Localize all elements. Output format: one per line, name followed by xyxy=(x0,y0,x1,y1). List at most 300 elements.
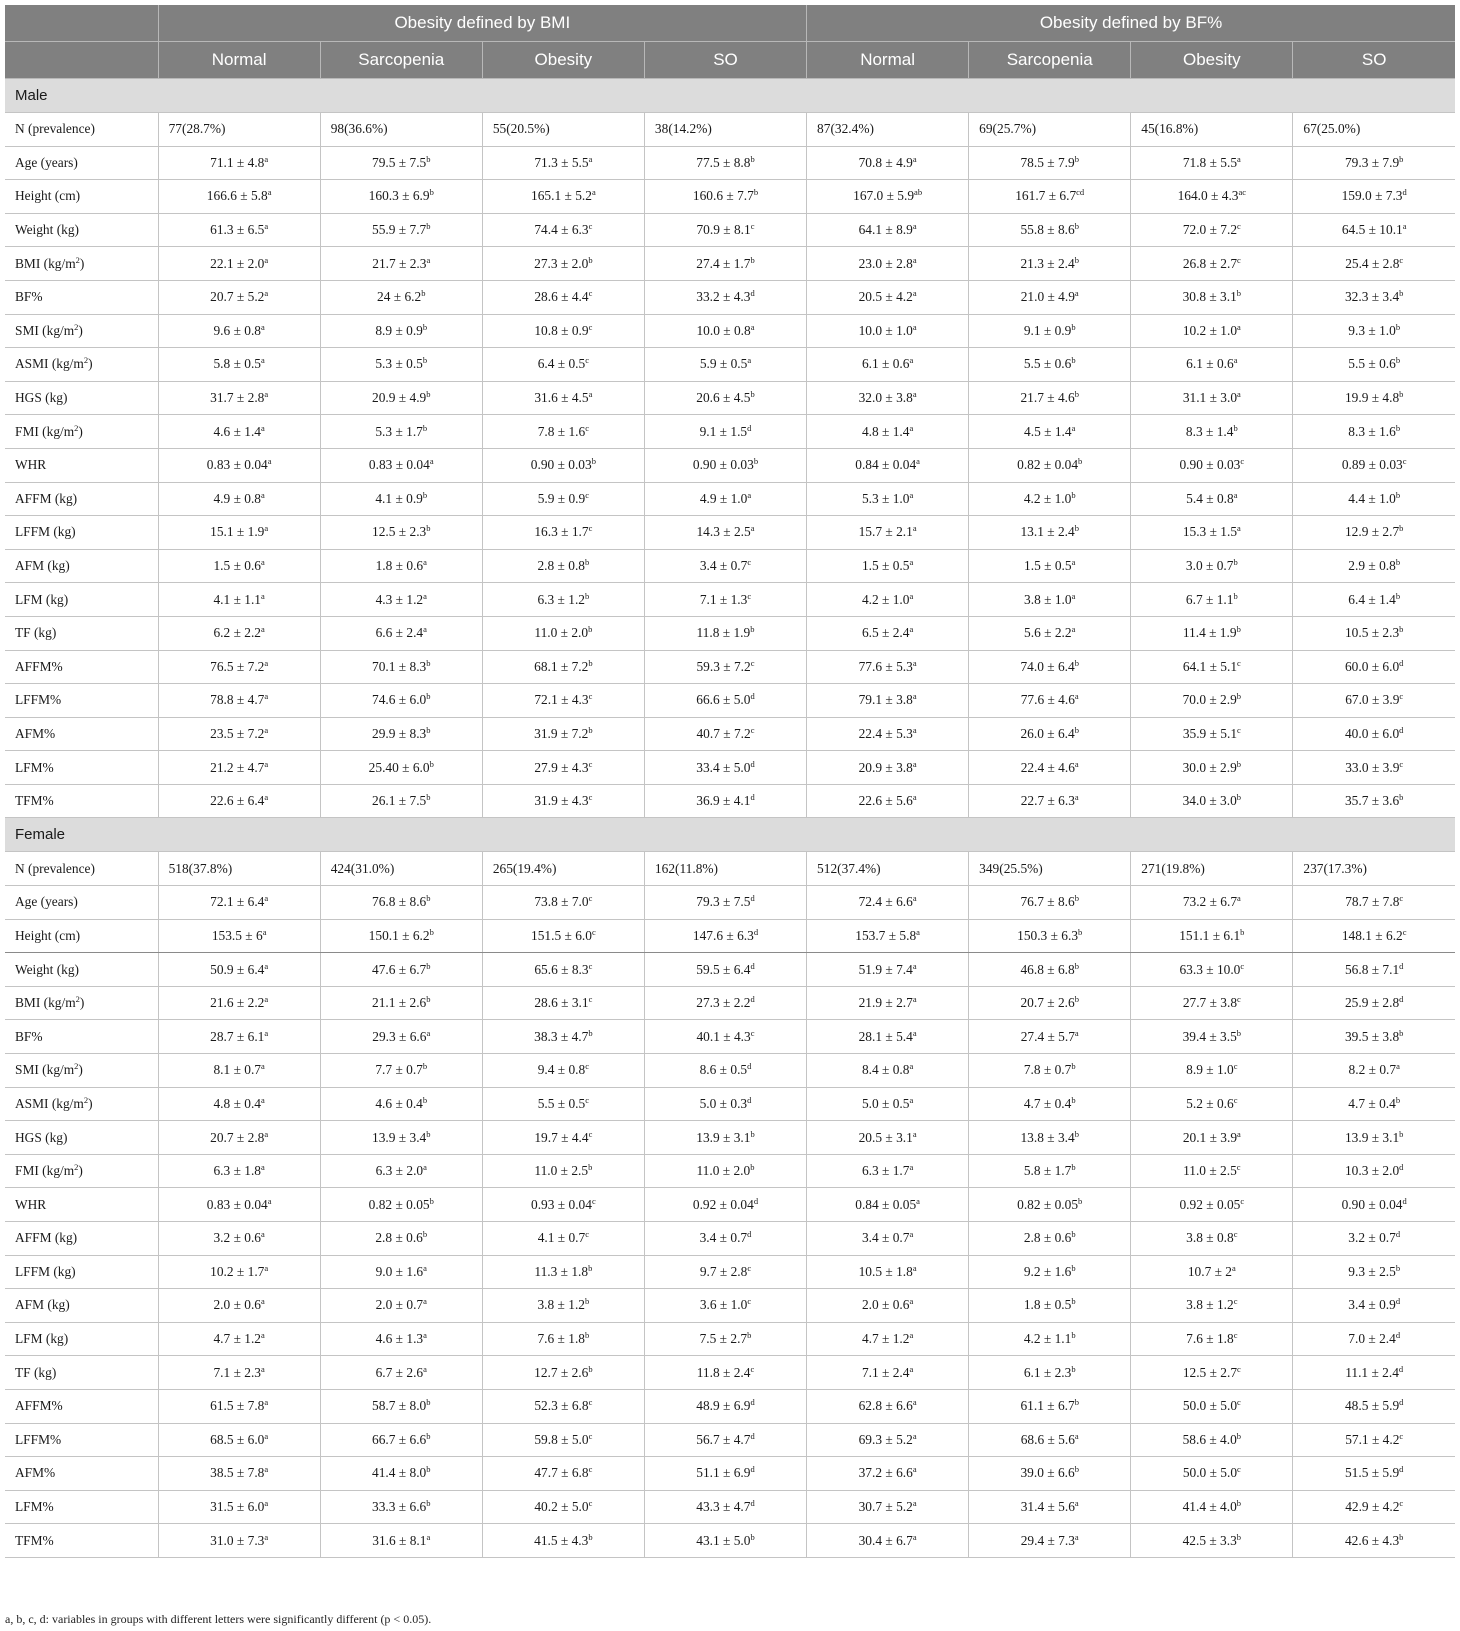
data-cell xyxy=(1131,886,1293,920)
significance-letter: a xyxy=(426,254,431,265)
row-label-text: AFFM (kg) xyxy=(15,490,78,506)
cell-value: 9.1 ± 1.5 xyxy=(699,423,748,439)
cell-value: 31.9 ± 4.3 xyxy=(534,793,589,809)
significance-letter: b xyxy=(426,1128,431,1139)
significance-letter: a xyxy=(267,456,272,467)
significance-letter: a xyxy=(1074,758,1079,769)
significance-letter: b xyxy=(1074,724,1079,735)
row-label-text: LFM% xyxy=(15,759,54,775)
cell-value: 20.7 ± 2.6 xyxy=(1020,995,1075,1011)
significance-letter: b xyxy=(1078,926,1083,937)
significance-letter: b xyxy=(1074,893,1079,904)
cell-value: 31.0 ± 7.3 xyxy=(210,1532,265,1548)
data-cell xyxy=(1293,247,1455,281)
data-cell xyxy=(158,986,320,1020)
data-cell xyxy=(807,784,969,818)
data-cell xyxy=(320,1020,482,1054)
cell-value: 8.3 ± 1.4 xyxy=(1185,423,1234,439)
significance-letter: b xyxy=(429,926,434,937)
data-cell xyxy=(969,1356,1131,1390)
cell-value: 67(25.0%) xyxy=(1303,121,1361,137)
cell-value: 74.4 ± 6.3 xyxy=(534,222,589,238)
cell-value: 31.6 ± 8.1 xyxy=(372,1532,427,1548)
significance-letter: b xyxy=(1233,557,1238,568)
row-label xyxy=(5,213,158,247)
data-cell xyxy=(1131,986,1293,1020)
significance-letter: b xyxy=(1399,1531,1404,1542)
data-cell xyxy=(158,919,320,953)
cell-value: 9.6 ± 0.8 xyxy=(213,322,262,338)
significance-letter: a xyxy=(264,288,269,299)
cell-value: 349(25.5%) xyxy=(979,860,1043,876)
significance-letter: c xyxy=(585,355,590,366)
significance-letter: c xyxy=(588,1430,593,1441)
row-label xyxy=(5,1222,158,1256)
significance-letter: d xyxy=(750,1498,755,1509)
row-label-tail: ) xyxy=(79,995,85,1011)
significance-letter: c xyxy=(1240,1195,1245,1206)
significance-letter: a xyxy=(909,422,914,433)
data-cell xyxy=(644,1255,806,1289)
table-row xyxy=(5,717,1455,751)
table-row xyxy=(5,1188,1455,1222)
row-label-text: HGS (kg) xyxy=(15,390,68,406)
significance-letter: c xyxy=(1237,994,1241,1005)
significance-letter: a xyxy=(426,1531,431,1542)
table-row xyxy=(5,482,1455,516)
data-cell xyxy=(1293,113,1455,147)
significance-letter: a xyxy=(261,557,265,568)
cell-value: 3.2 ± 0.6 xyxy=(213,1230,262,1246)
cell-value: 64.1 ± 5.1 xyxy=(1182,658,1238,674)
row-label xyxy=(5,516,158,550)
significance-letter: a xyxy=(1232,1262,1236,1273)
cell-value: 78.8 ± 4.7 xyxy=(210,692,265,708)
header-col-normal-bmi: Normal xyxy=(158,42,320,79)
data-cell xyxy=(969,516,1131,550)
cell-value: 8.4 ± 0.8 xyxy=(861,1062,910,1078)
significance-letter: b xyxy=(585,590,590,601)
cell-value: 50.9 ± 6.4 xyxy=(210,961,265,977)
cell-value: 0.93 ± 0.04 xyxy=(531,1196,592,1212)
data-cell xyxy=(644,247,806,281)
data-cell xyxy=(320,314,482,348)
row-label xyxy=(5,348,158,382)
significance-letter: b xyxy=(1233,422,1238,433)
table-row xyxy=(5,583,1455,617)
significance-letter: a xyxy=(909,557,914,568)
significance-letter: b xyxy=(750,624,755,635)
cell-value: 11.0 ± 2.5 xyxy=(1183,1163,1237,1179)
row-label-superscript: 2 xyxy=(74,321,79,332)
data-cell xyxy=(320,717,482,751)
row-label-text: ASMI (kg/m xyxy=(15,356,84,372)
cell-value: 73.8 ± 7.0 xyxy=(534,894,589,910)
row-label xyxy=(5,852,158,886)
row-label xyxy=(5,247,158,281)
data-cell xyxy=(482,751,644,785)
row-label xyxy=(5,549,158,583)
cell-value: 74.0 ± 6.4 xyxy=(1020,658,1075,674)
data-cell xyxy=(969,650,1131,684)
cell-value: 45(16.8%) xyxy=(1141,121,1199,137)
data-cell xyxy=(969,1423,1131,1457)
significance-letter: a xyxy=(750,523,755,534)
table-row xyxy=(5,516,1455,550)
data-cell xyxy=(1293,852,1455,886)
data-cell xyxy=(1293,751,1455,785)
data-cell xyxy=(482,784,644,818)
significance-letter: b xyxy=(1399,389,1404,400)
cell-value: 0.90 ± 0.04 xyxy=(1341,1196,1403,1212)
data-cell xyxy=(1293,1255,1455,1289)
row-label-text: WHR xyxy=(15,1196,47,1212)
cell-value: 6.4 ± 1.4 xyxy=(1348,591,1396,607)
cell-value: 151.5 ± 6.0 xyxy=(531,927,592,943)
significance-letter: a xyxy=(261,1162,265,1173)
cell-value: 50.0 ± 5.0 xyxy=(1182,1398,1238,1414)
cell-value: 0.84 ± 0.05 xyxy=(855,1196,917,1212)
data-cell xyxy=(158,381,320,415)
cell-value: 5.2 ± 0.6 xyxy=(1186,1095,1234,1111)
cell-value: 7.6 ± 1.8 xyxy=(1186,1331,1234,1347)
data-cell xyxy=(807,1020,969,1054)
cell-value: 28.6 ± 3.1 xyxy=(534,995,589,1011)
data-cell xyxy=(644,1121,806,1155)
cell-value: 20.9 ± 3.8 xyxy=(858,759,913,775)
data-cell xyxy=(807,1423,969,1457)
table-footnote: a, b, c, d: variables in groups with different letters were significantly different (p < 0.05). xyxy=(5,1612,432,1626)
table-body xyxy=(5,79,1455,1558)
cell-value: 79.3 ± 7.9 xyxy=(1344,154,1400,170)
significance-letter: b xyxy=(1236,758,1242,769)
row-label-text: AFFM% xyxy=(15,1398,63,1414)
cell-value: 0.83 ± 0.04 xyxy=(206,1196,268,1212)
table-row xyxy=(5,415,1455,449)
data-cell xyxy=(482,1289,644,1323)
cell-value: 29.4 ± 7.3 xyxy=(1020,1532,1075,1548)
table-row xyxy=(5,1389,1455,1423)
significance-letter: d xyxy=(750,288,755,299)
data-cell xyxy=(158,1524,320,1558)
cell-value: 4.6 ± 1.4 xyxy=(213,423,262,439)
significance-letter: b xyxy=(1074,1397,1079,1408)
data-cell xyxy=(482,1087,644,1121)
cell-value: 12.5 ± 2.7 xyxy=(1182,1364,1238,1380)
significance-letter: c xyxy=(588,221,593,232)
row-label-tail: ) xyxy=(79,255,85,271)
data-cell xyxy=(969,1524,1131,1558)
cell-value: 6.2 ± 2.2 xyxy=(213,625,262,641)
data-cell xyxy=(644,886,806,920)
cell-value: 271(19.8%) xyxy=(1141,860,1205,876)
data-cell xyxy=(482,919,644,953)
data-cell xyxy=(969,1054,1131,1088)
row-label-text: TF (kg) xyxy=(15,1364,57,1380)
significance-letter: a xyxy=(423,590,427,601)
data-cell xyxy=(320,113,482,147)
row-label xyxy=(5,684,158,718)
data-cell xyxy=(158,583,320,617)
cell-value: 265(19.4%) xyxy=(492,860,557,876)
cell-value: 3.8 ± 1.2 xyxy=(1186,1297,1234,1313)
row-label-text: HGS (kg) xyxy=(15,1129,68,1145)
cell-value: 7.8 ± 1.6 xyxy=(537,423,586,439)
data-cell xyxy=(1293,482,1455,516)
significance-letter: a xyxy=(264,691,269,702)
cell-value: 55.8 ± 8.6 xyxy=(1020,222,1075,238)
table-row xyxy=(5,247,1455,281)
cell-value: 153.7 ± 5.8 xyxy=(855,927,917,943)
cell-value: 70.9 ± 8.1 xyxy=(696,222,751,238)
data-cell xyxy=(1293,1020,1455,1054)
row-label xyxy=(5,1054,158,1088)
data-cell xyxy=(320,1255,482,1289)
cell-value: 4.3 ± 1.2 xyxy=(375,591,424,607)
data-cell xyxy=(807,146,969,180)
significance-letter: b xyxy=(750,153,755,164)
significance-letter: b xyxy=(1074,1128,1079,1139)
row-label xyxy=(5,1255,158,1289)
cell-value: 21.7 ± 4.6 xyxy=(1020,390,1075,406)
data-cell xyxy=(1293,717,1455,751)
data-cell xyxy=(482,213,644,247)
table-row xyxy=(5,1222,1455,1256)
data-cell xyxy=(482,1054,644,1088)
table-row xyxy=(5,1423,1455,1457)
row-label-text: LFFM (kg) xyxy=(15,524,76,540)
significance-letter: a xyxy=(909,489,914,500)
data-cell xyxy=(1131,348,1293,382)
cell-value: 29.3 ± 6.6 xyxy=(372,1028,427,1044)
cell-value: 69.3 ± 5.2 xyxy=(858,1431,913,1447)
data-cell xyxy=(320,1457,482,1491)
row-label-text: LFM (kg) xyxy=(15,1331,69,1347)
significance-letter: b xyxy=(1071,1162,1076,1173)
cell-value: 5.0 ± 0.3 xyxy=(699,1095,748,1111)
data-cell xyxy=(969,1121,1131,1155)
data-cell xyxy=(320,1490,482,1524)
significance-letter: b xyxy=(1071,1363,1076,1374)
cell-value: 165.1 ± 5.2 xyxy=(531,188,592,204)
data-cell xyxy=(482,247,644,281)
data-cell xyxy=(644,146,806,180)
cell-value: 65.6 ± 8.3 xyxy=(534,961,589,977)
data-cell xyxy=(1131,180,1293,214)
significance-letter: a xyxy=(909,1094,914,1105)
significance-letter: a xyxy=(912,321,917,332)
cell-value: 3.8 ± 1.0 xyxy=(1024,591,1072,607)
data-cell xyxy=(969,1188,1131,1222)
cell-value: 6.3 ± 2.0 xyxy=(375,1163,424,1179)
row-label-tail: ) xyxy=(88,1095,93,1111)
cell-value: 67.0 ± 3.9 xyxy=(1345,692,1400,708)
data-cell xyxy=(1131,1154,1293,1188)
data-cell xyxy=(1131,415,1293,449)
cell-value: 3.0 ± 0.7 xyxy=(1185,558,1234,574)
row-label-text: TF (kg) xyxy=(15,625,57,641)
significance-letter: c xyxy=(747,1262,752,1273)
cell-value: 11.3 ± 1.8 xyxy=(534,1263,589,1279)
row-label xyxy=(5,1490,158,1524)
cell-value: 1.5 ± 0.5 xyxy=(861,558,910,574)
data-cell xyxy=(482,1457,644,1491)
cell-value: 19.9 ± 4.8 xyxy=(1344,390,1400,406)
row-label-text: LFM% xyxy=(15,1499,54,1515)
significance-letter: b xyxy=(422,355,428,366)
significance-letter: b xyxy=(1071,1330,1076,1341)
cell-value: 10.7 ± 2 xyxy=(1187,1263,1233,1279)
cell-value: 7.7 ± 0.7 xyxy=(375,1062,423,1078)
data-cell xyxy=(807,1121,969,1155)
significance-letter: b xyxy=(426,1498,431,1509)
data-cell xyxy=(482,1524,644,1558)
significance-letter: b xyxy=(1236,624,1241,635)
data-cell xyxy=(969,986,1131,1020)
significance-letter: b xyxy=(426,724,431,735)
cell-value: 5.9 ± 0.5 xyxy=(699,356,748,372)
cell-value: 47.6 ± 6.7 xyxy=(372,961,427,977)
data-cell xyxy=(158,1457,320,1491)
significance-letter: a xyxy=(264,893,269,904)
data-cell xyxy=(158,549,320,583)
row-label xyxy=(5,381,158,415)
cell-value: 52.3 ± 6.8 xyxy=(534,1398,589,1414)
cell-value: 5.3 ± 0.5 xyxy=(375,356,423,372)
data-cell xyxy=(158,213,320,247)
data-cell xyxy=(969,381,1131,415)
cell-value: 8.2 ± 0.7 xyxy=(1348,1062,1397,1078)
significance-letter: b xyxy=(585,1330,590,1341)
data-cell xyxy=(644,381,806,415)
cell-value: 9.0 ± 1.6 xyxy=(375,1263,424,1279)
cell-value: 25.4 ± 2.8 xyxy=(1345,255,1400,271)
table-row xyxy=(5,751,1455,785)
table-row xyxy=(5,314,1455,348)
significance-letter: b xyxy=(588,1531,593,1542)
cell-value: 77.6 ± 4.6 xyxy=(1020,692,1075,708)
cell-value: 77.5 ± 8.8 xyxy=(696,154,751,170)
data-cell xyxy=(644,180,806,214)
cell-value: 20.6 ± 4.5 xyxy=(696,390,751,406)
row-label xyxy=(5,1289,158,1323)
row-label xyxy=(5,415,158,449)
significance-letter: a xyxy=(261,355,265,366)
significance-letter: c xyxy=(1399,1498,1404,1509)
data-cell xyxy=(320,583,482,617)
significance-letter: c xyxy=(588,321,593,332)
cell-value: 5.3 ± 1.0 xyxy=(861,490,910,506)
significance-letter: a xyxy=(909,1061,914,1072)
significance-letter: a xyxy=(264,960,269,971)
significance-letter: a xyxy=(423,1363,427,1374)
header-col-so-bmi: SO xyxy=(644,42,806,79)
significance-letter: b xyxy=(426,389,431,400)
cell-value: 5.3 ± 1.7 xyxy=(375,423,423,439)
data-cell xyxy=(1131,280,1293,314)
data-cell xyxy=(482,717,644,751)
significance-letter: a xyxy=(909,1229,914,1240)
data-cell xyxy=(644,482,806,516)
significance-letter: a xyxy=(264,758,269,769)
significance-letter: d xyxy=(1395,1330,1401,1341)
significance-letter: b xyxy=(1074,523,1079,534)
significance-letter: ab xyxy=(914,187,923,198)
table-row xyxy=(5,1054,1455,1088)
cell-value: 33.3 ± 6.6 xyxy=(372,1499,427,1515)
cell-value: 41.4 ± 4.0 xyxy=(1182,1499,1237,1515)
cell-value: 33.4 ± 5.0 xyxy=(696,759,751,775)
significance-letter: c xyxy=(1402,456,1407,467)
data-cell xyxy=(807,482,969,516)
data-cell xyxy=(644,717,806,751)
data-cell xyxy=(1131,784,1293,818)
data-cell xyxy=(807,549,969,583)
row-label-text: TFM% xyxy=(15,793,54,809)
significance-letter: b xyxy=(426,1430,431,1441)
table-row xyxy=(5,1322,1455,1356)
data-cell xyxy=(644,583,806,617)
significance-letter: a xyxy=(909,1363,914,1374)
significance-letter: a xyxy=(591,187,596,198)
data-cell xyxy=(1293,1524,1455,1558)
significance-letter: a xyxy=(1237,893,1241,904)
significance-letter: c xyxy=(1237,221,1241,232)
data-cell xyxy=(644,919,806,953)
row-label-text: N (prevalence) xyxy=(15,860,95,876)
significance-letter: b xyxy=(588,724,593,735)
data-cell xyxy=(1293,1490,1455,1524)
table-row xyxy=(5,1255,1455,1289)
data-cell xyxy=(1293,1154,1455,1188)
significance-letter: b xyxy=(1078,456,1083,467)
cell-value: 0.90 ± 0.03 xyxy=(692,457,754,473)
cell-value: 71.1 ± 4.8 xyxy=(210,154,265,170)
cell-value: 7.1 ± 2.4 xyxy=(861,1364,910,1380)
data-cell xyxy=(320,482,482,516)
data-cell xyxy=(644,1087,806,1121)
section-title: Male xyxy=(5,79,1455,113)
cell-value: 2.0 ± 0.7 xyxy=(375,1297,424,1313)
significance-letter: c xyxy=(588,1498,593,1509)
data-cell xyxy=(1293,381,1455,415)
data-cell xyxy=(969,1322,1131,1356)
cell-value: 9.4 ± 0.8 xyxy=(537,1062,586,1078)
cell-value: 79.5 ± 7.5 xyxy=(372,154,427,170)
significance-letter: a xyxy=(1074,288,1079,299)
data-cell xyxy=(969,1389,1131,1423)
significance-letter: b xyxy=(1236,792,1242,803)
significance-letter: c xyxy=(588,758,593,769)
data-cell xyxy=(969,280,1131,314)
significance-letter: c xyxy=(1402,926,1407,937)
data-cell xyxy=(969,549,1131,583)
significance-letter: b xyxy=(585,557,590,568)
cell-value: 4.6 ± 0.4 xyxy=(375,1095,423,1111)
data-cell xyxy=(969,583,1131,617)
significance-letter: c xyxy=(591,1195,596,1206)
cell-value: 28.7 ± 6.1 xyxy=(210,1028,265,1044)
data-cell xyxy=(969,953,1131,987)
data-cell xyxy=(644,751,806,785)
data-cell xyxy=(320,213,482,247)
significance-letter: b xyxy=(585,1296,590,1307)
cell-value: 70.1 ± 8.3 xyxy=(372,658,427,674)
data-cell xyxy=(807,684,969,718)
significance-letter: d xyxy=(1399,1397,1404,1408)
data-cell xyxy=(1293,1087,1455,1121)
data-cell xyxy=(969,717,1131,751)
